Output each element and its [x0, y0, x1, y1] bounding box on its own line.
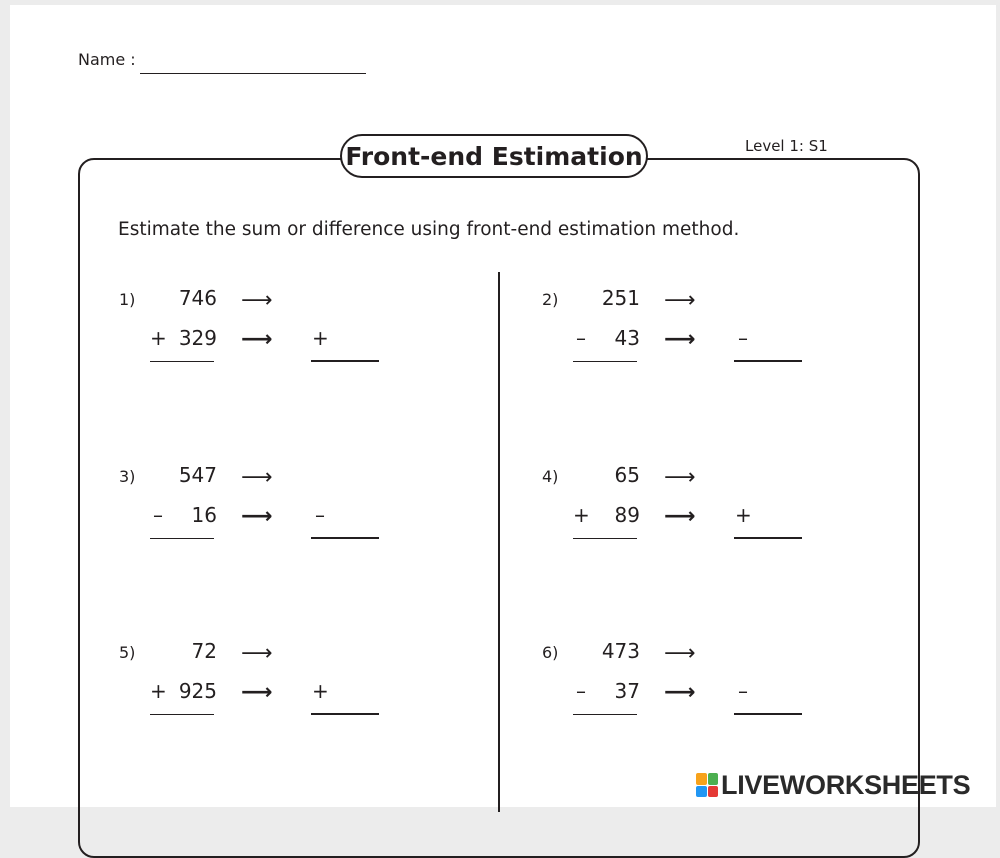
- operator: +: [150, 679, 167, 703]
- level-label: Level 1: S1: [745, 137, 828, 155]
- answer-operator: +: [735, 503, 752, 527]
- problem-number: 2): [542, 290, 559, 309]
- operator: +: [573, 503, 590, 527]
- answer-blank[interactable]: [311, 713, 379, 715]
- problem-number: 5): [119, 643, 136, 662]
- problem-3: [119, 463, 419, 577]
- sum-line: [573, 714, 637, 715]
- thin-arrow-icon: ⟶: [241, 288, 273, 313]
- logo-square: [696, 773, 707, 785]
- thin-arrow-icon: ⟶: [241, 465, 273, 490]
- sum-line: [573, 538, 637, 539]
- logo-square: [708, 773, 719, 785]
- bold-arrow-icon: ⟶: [664, 680, 696, 705]
- liveworksheets-watermark: [696, 770, 970, 800]
- bottom-number: 37: [614, 679, 640, 703]
- problem-2: [542, 286, 842, 400]
- bold-arrow-icon: ⟶: [664, 504, 696, 529]
- thin-arrow-icon: ⟶: [664, 288, 696, 313]
- bold-arrow-icon: ⟶: [241, 504, 273, 529]
- problem-number: 1): [119, 290, 136, 309]
- bold-arrow-icon: ⟶: [241, 680, 273, 705]
- watermark-text: LIVEWORKSHEETS: [721, 769, 971, 800]
- top-number: 746: [178, 286, 217, 310]
- problem-6: [542, 639, 842, 753]
- problem-5: [119, 639, 419, 753]
- bottom-number: 925: [178, 679, 217, 703]
- top-number: 72: [191, 639, 217, 663]
- operator: –: [576, 326, 586, 350]
- bottom-number: 16: [191, 503, 217, 527]
- answer-blank[interactable]: [734, 537, 802, 539]
- answer-blank[interactable]: [734, 713, 802, 715]
- sum-line: [573, 361, 637, 362]
- logo-square: [696, 786, 707, 798]
- thin-arrow-icon: ⟶: [241, 641, 273, 666]
- thin-arrow-icon: ⟶: [664, 465, 696, 490]
- top-number: 65: [614, 463, 640, 487]
- name-row: [78, 50, 136, 69]
- top-number: 251: [601, 286, 640, 310]
- sum-line: [150, 361, 214, 362]
- top-number: 547: [178, 463, 217, 487]
- problem-number: 6): [542, 643, 559, 662]
- operator: –: [576, 679, 586, 703]
- liveworksheets-logo-icon: [696, 773, 718, 797]
- worksheet-title: Front-end Estimation: [340, 134, 648, 178]
- instructions: Estimate the sum or difference using front-end estimation method.: [118, 219, 740, 240]
- column-divider: [498, 272, 500, 812]
- answer-blank[interactable]: [311, 360, 379, 362]
- bold-arrow-icon: ⟶: [664, 327, 696, 352]
- answer-blank[interactable]: [311, 537, 379, 539]
- answer-operator: –: [738, 326, 748, 350]
- bold-arrow-icon: ⟶: [241, 327, 273, 352]
- top-number: 473: [601, 639, 640, 663]
- answer-operator: –: [315, 503, 325, 527]
- sum-line: [150, 538, 214, 539]
- name-label: Name :: [78, 50, 136, 69]
- answer-operator: +: [312, 326, 329, 350]
- bottom-number: 43: [614, 326, 640, 350]
- name-line: [140, 73, 366, 74]
- answer-blank[interactable]: [734, 360, 802, 362]
- bottom-number: 329: [178, 326, 217, 350]
- answer-operator: +: [312, 679, 329, 703]
- logo-square: [708, 786, 719, 798]
- bottom-number: 89: [614, 503, 640, 527]
- answer-operator: –: [738, 679, 748, 703]
- problem-number: 4): [542, 467, 559, 486]
- sum-line: [150, 714, 214, 715]
- operator: +: [150, 326, 167, 350]
- problem-4: [542, 463, 842, 577]
- problem-number: 3): [119, 467, 136, 486]
- problem-1: [119, 286, 419, 400]
- operator: –: [153, 503, 163, 527]
- thin-arrow-icon: ⟶: [664, 641, 696, 666]
